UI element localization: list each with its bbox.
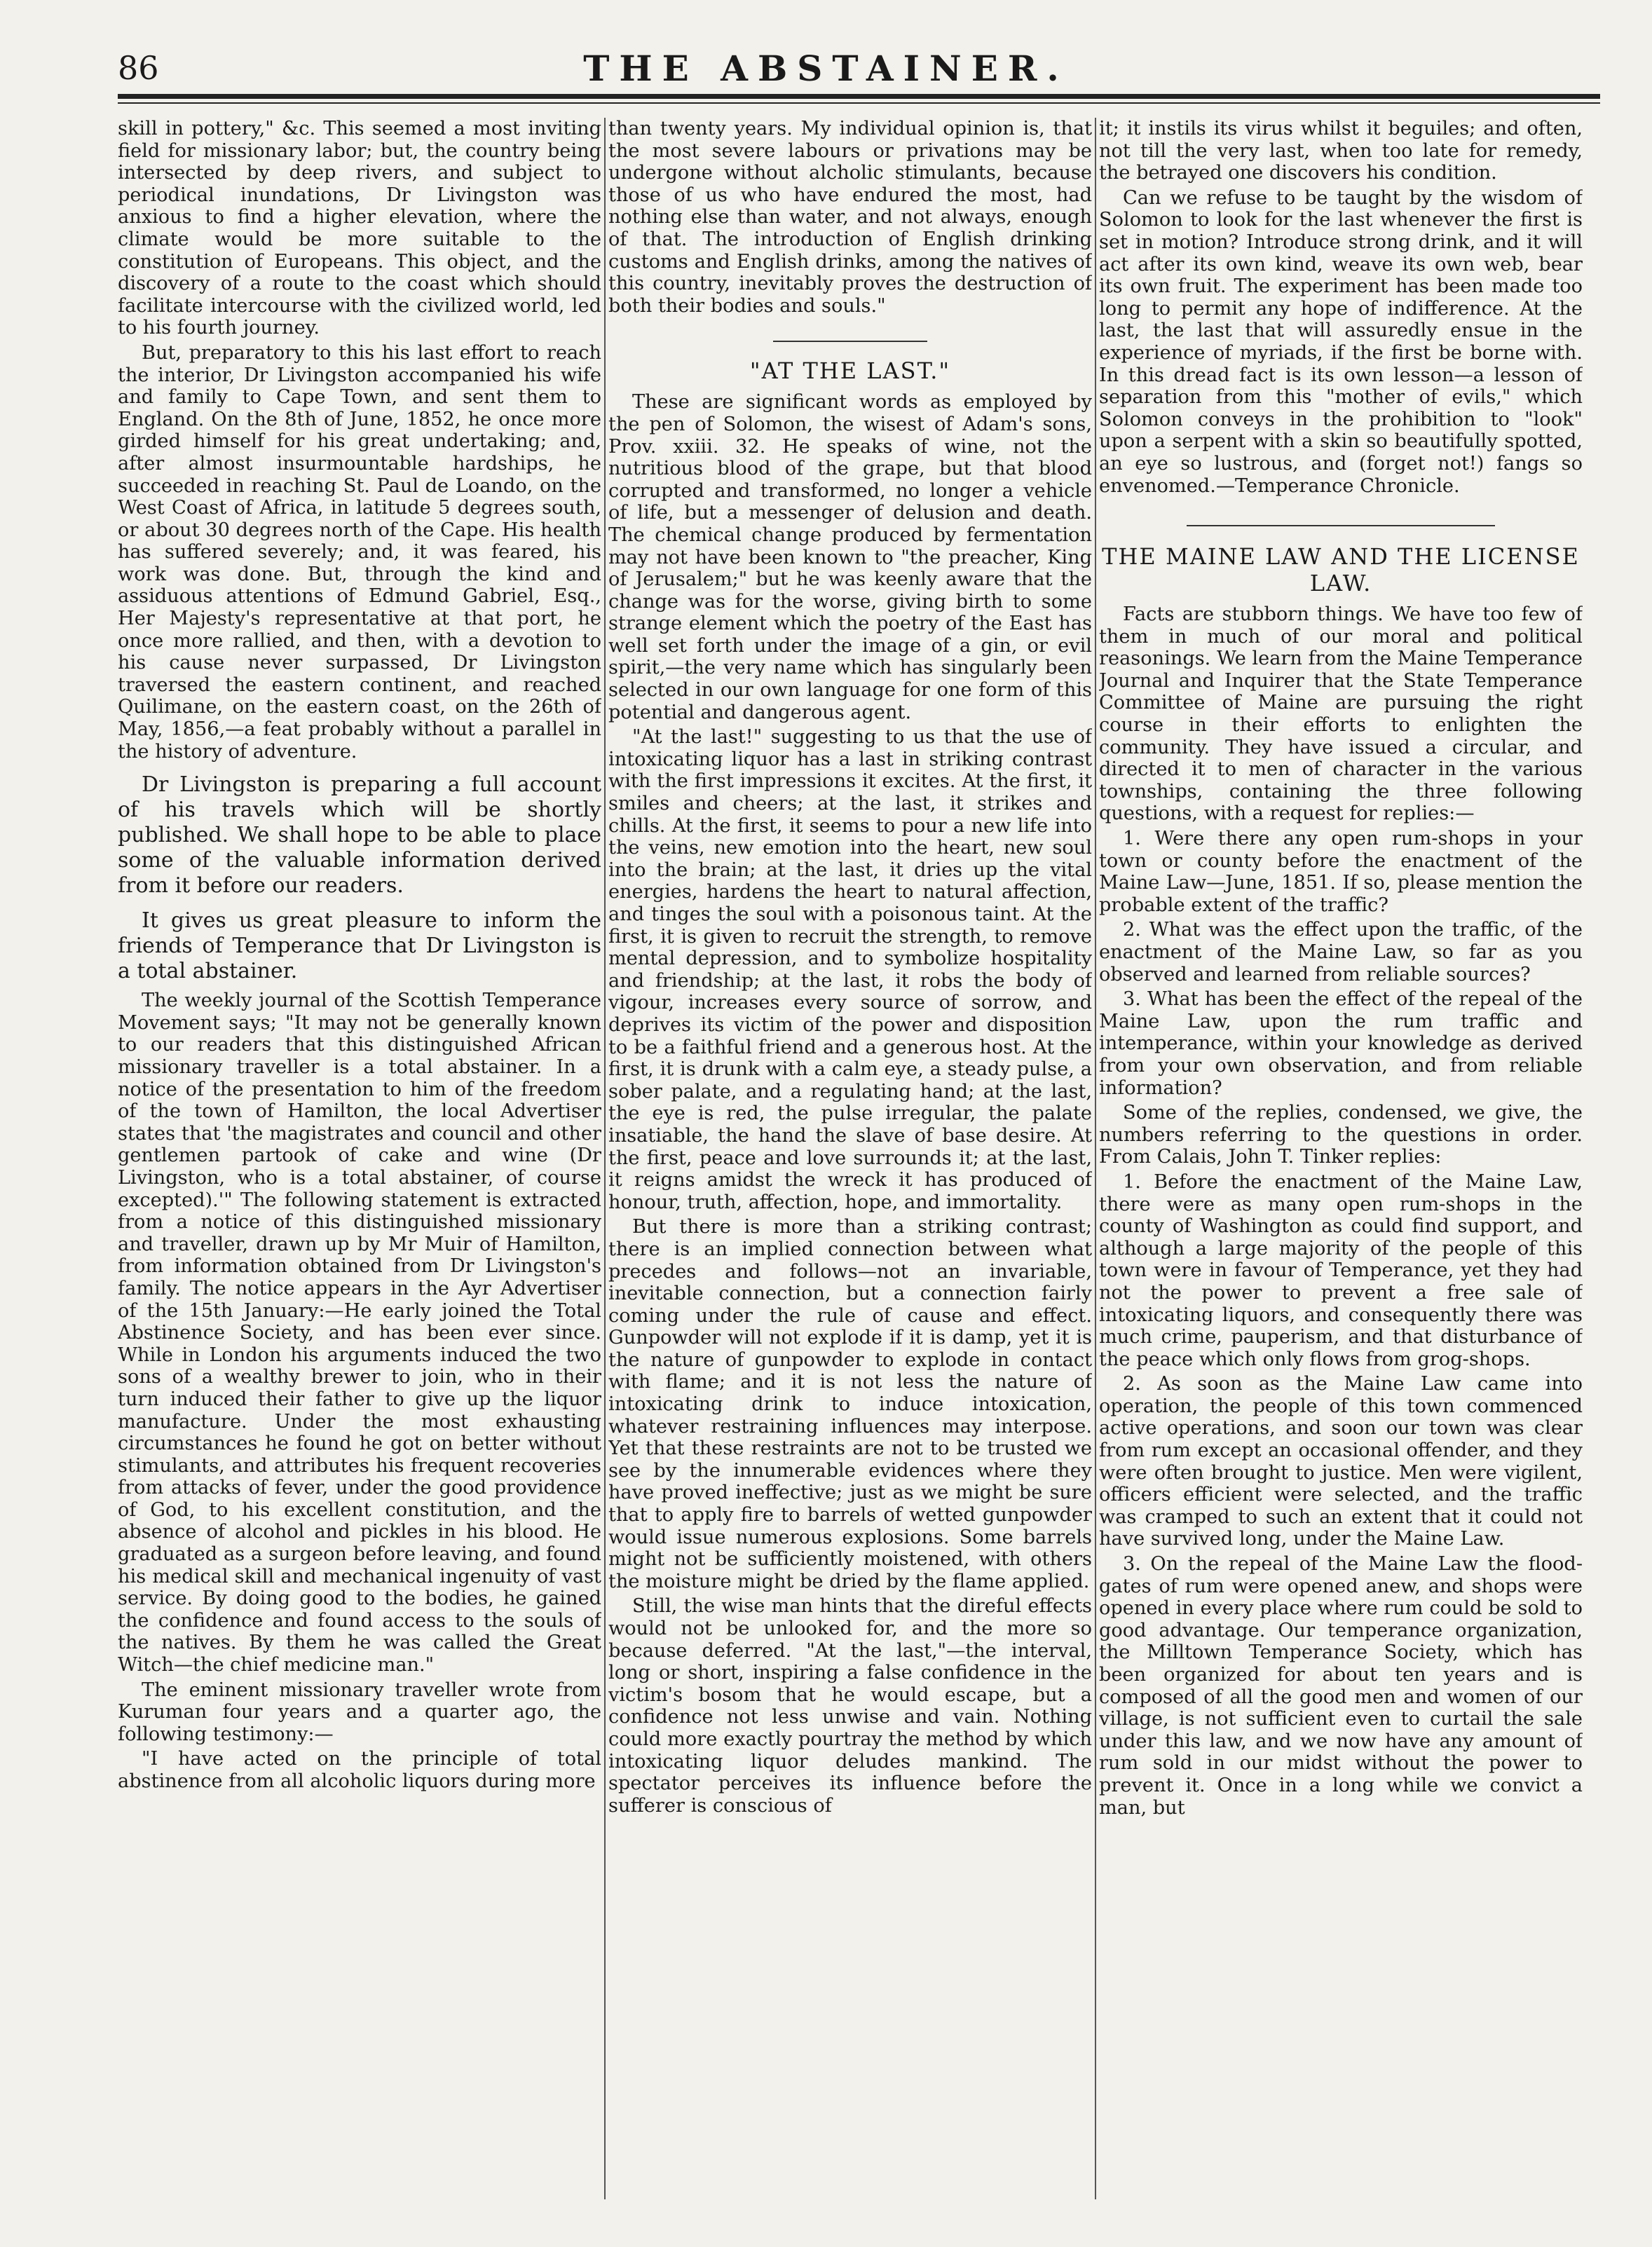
paragraph: "At the last!" suggesting to us that the use of intoxicating liquor has a last in striking contrast with the first impressions it excites. At the first, it smiles and cheers; at the last, it strikes and chills. At the first, it seems to pour a new life into the veins, new emotion into the heart, new soul into the brain; at the last, it dries up the vital energies, hardens the heart to natural affection, and tinges the soul with a poisonous taint. At the first, it is given to recruit the strength, to remove mental depression, and to symbolize hospitality and friendship; at the last, it robs the body of vigour, increases every source of sorrow, and deprives its victim of the power and disposition to be a faithful friend and a generous host. At the first, it is drunk with a calm eye, a steady pulse, a sober palate, and a regulating hand; at the last, the eye is red, the pulse irregular, the palate insatiable, the hand the slave of base desire. At the first, peace and love surrounds it; at the last, it reigns amidst the wreck it has produced of honour, truth, affection, hope, and immortality. [608, 726, 1092, 1213]
paragraph: Dr Livingston is preparing a full account of his travels which will be shortly published. We shall hope to be able to place some of the valuable information derived from it before our readers. [118, 772, 601, 899]
masthead-title: THE ABSTAINER. [583, 48, 1069, 89]
column-middle [608, 118, 1092, 2213]
section-separator [1187, 525, 1495, 526]
paragraph: Still, the wise man hints that the direful effects would not be unlooked for, and the more so because deferred. "At the last,"—the interval, long or short, inspiring a false confidence in the victim's bosom that he would escape, but a confidence not less unwise and vain. Nothing could more exactly pourtray the method by which intoxicating liquor deludes mankind. The spectator perceives its influence before the sufferer is conscious of [608, 1595, 1092, 1817]
article-heading: "AT THE LAST." [749, 357, 951, 385]
paragraph: Can we refuse to be taught by the wisdom of Solomon to look for the last whenever the first is set in motion? Introduce strong drink, and it will act after its own kind, weave its own web, bear its own fruit. The experiment has been made too long to permit any hope of indifference. At the last, the last that will assuredly ensue in the experience of myriads, if the first be borne with. In this dread fact is its own lesson—a lesson of separation from this "mother of evils," which Solomon conveys in the prohibition to "look" upon a serpent with a skin so beautifully spotted, an eye so lustrous, and (forget not!) fangs so envenomed.—Temperance Chronicle. [1099, 186, 1583, 497]
paragraph: than twenty years. My individual opinion is, that the most severe labours or privations may be undergone without alcholic stimulants, because those of us who have endured the most, had nothing else than water, and not always, enough of that. The introduction of English drinking customs and English drinks, among the natives of this country, inevitably proves the destruction of both their bodies and souls." [608, 118, 1092, 317]
column-divider [1095, 118, 1096, 2199]
paragraph: 1. Before the enactment of the Maine Law, there were as many open rum-shops in the county of Washington as could find support, and although a large majority of the people of this town were in favour of Temperance, yet they had not the power to prevent a free sale of intoxicating liquors, and consequently there was much crime, pauperism, and that disturbance of the peace which only flows from grog-shops. [1099, 1170, 1583, 1370]
paragraph: It gives us great pleasure to inform the friends of Temperance that Dr Livingston is a total abstainer. [118, 908, 601, 984]
column-right [1099, 118, 1583, 2213]
header-rule-thin [118, 102, 1600, 104]
column-left [118, 118, 601, 2213]
paragraph: Some of the replies, condensed, we give, the numbers referring to the questions in order. From Calais, John T. Tinker replies: [1099, 1102, 1583, 1168]
paragraph: 3. What has been the effect of the repeal of the Maine Law, upon the rum traffic and intemperance, within your knowledge as derived from your own observation, and from reliable information? [1099, 988, 1583, 1099]
paragraph: Facts are stubborn things. We have too few of them in much of our moral and political reasonings. We learn from the Maine Temperance Journal and Inquirer that the State Temperance Committee of Maine are pursuing the right course in their efforts to enlighten the community. They have issued a circular, and directed it to men of character in the various townships, containing the three following questions, with a request for replies:— [1099, 603, 1583, 825]
paragraph: But, preparatory to this his last effort to reach the interior, Dr Livingston accompanied his wife and family to Cape Town, and sent them to England. On the 8th of June, 1852, he once more girded himself for his great undertaking; and, after almost insurmountable hardships, he succeeded in reaching St. Paul de Loando, on the West Coast of Africa, in latitude 5 degrees south, or about 30 degrees north of the Cape. His health has suffered severely; and, it was feared, his work was done. But, through the kind and assiduous attentions of Edmund Gabriel, Esq., Her Majesty's representative at that port, he once more rallied, and then, with a devotion to his cause never surpassed, Dr Livingston traversed the eastern continent, and reached Quilimane, on the eastern coast, on the 26th of May, 1856,—a feat probably without a parallel in the history of adventure. [118, 341, 601, 763]
paragraph: These are significant words as employed by the pen of Solomon, the wisest of Adam's sons, Prov. xxiii. 32. He speaks of wine, not the nutritious blood of the grape, but that blood corrupted and transformed, no longer a vehicle of life, but a messenger of delusion and death. The chemical change produced by fermentation may not have been known to "the preacher, King of Jerusalem;" but he was keenly aware that the change was for the worse, giving birth to some strange element which the poetry of the East has well set forth under the image of a gin, or evil spirit,—the very name which has singularly been selected in our own language for one form of this potential and dangerous agent. [608, 391, 1092, 723]
paragraph: But there is more than a striking contrast; there is an implied connection between what precedes and follows—not an invariable, inevitable connection, but a connection fairly coming under the rule of cause and effect. Gunpowder will not explode if it is damp, yet it is the nature of gunpowder to explode in contact with flame; and it is not less the nature of intoxicating drink to induce intoxication, whatever restraining influences may interpose. Yet that these restraints are not to be trusted we see by the innumerable evidences where they have proved ineffective; just as we might be sure that to apply fire to barrels of wetted gunpowder would issue numerous explosions. Some barrels might not be sufficiently moistened, with others the moisture might be dried by the flame applied. [608, 1216, 1092, 1592]
paragraph: 1. Were there any open rum-shops in your town or county before the enactment of the Maine Law—June, 1851. If so, please mention the probable extent of the traffic? [1099, 828, 1583, 916]
column-divider [604, 118, 606, 2199]
paragraph: it; it instils its virus whilst it beguiles; and often, not till the very last, when too late for remedy, the betrayed one discovers his condition. [1099, 118, 1583, 184]
article-heading: THE MAINE LAW AND THE LICENSE LAW. [1102, 543, 1580, 597]
page-number: 86 [118, 49, 159, 87]
paragraph: 2. As soon as the Maine Law came into operation, the people of this town commenced active operations, and soon our town was clear from rum except an occasional offender, and they were often brought to justice. Men were vigilent, officers efficient were selected, and the traffic was cramped to such an extent that it could not have survived long, under the Maine Law. [1099, 1373, 1583, 1550]
paragraph: 2. What was the effect upon the traffic, of the enactment of the Maine Law, so far as you observed and learned from reliable sources? [1099, 919, 1583, 985]
header-rule-thick [118, 94, 1600, 99]
paragraph: The weekly journal of the Scottish Temperance Movement says; "It may not be generally known to our readers that this distinguished African missionary traveller is a total abstainer. In a notice of the presentation to him of the freedom of the town of Hamilton, the local Advertiser states that 'the magistrates and council and other gentlemen partook of cake and wine (Dr Livingston, who is a total abstainer, of course excepted).'" The following statement is extracted from a notice of this distinguished missionary and traveller, drawn up by Mr Muir of Hamilton, from information obtained from Dr Livingston's family. The notice appears in the Ayr Advertiser of the 15th January:—He early joined the Total Abstinence Society, and has been ever since. While in London his arguments induced the two sons of a wealthy brewer to join, who in their turn induced their father to give up the liquor manufacture. Under the most exhausting circumstances he found he got on better without stimulants, and attributes his frequent recoveries from attacks of fever, under the good providence of God, to his excellent constitution, and the absence of alcohol and pickles in his blood. He graduated as a surgeon before leaving, and found his medical skill and mechanical ingenuity of vast service. By doing good to the bodies, he gained the confidence and found access to the souls of the natives. By them he was called the Great Witch—the chief medicine man." [118, 990, 601, 1676]
paragraph: The eminent missionary traveller wrote from Kuruman four years and a quarter ago, the following testimony:— [118, 1679, 601, 1745]
paragraph: "I have acted on the principle of total abstinence from all alcoholic liquors during more [118, 1748, 601, 1792]
paragraph: skill in pottery," &c. This seemed a most inviting field for missionary labor; but, the country being intersected by deep rivers, and subject to periodical inundations, Dr Livingston was anxious to find a higher elevation, where the climate would be more suitable to the constitution of Europeans. This object, and the discovery of a route to the coast which should facilitate intercourse with the civilized world, led to his fourth journey. [118, 118, 601, 339]
paragraph: 3. On the repeal of the Maine Law the flood-gates of rum were opened anew, and shops were opened in every place where rum could be sold to good advantage. Our temperance organization, the Milltown Temperance Society, which has been organized for about ten years and is composed of all the good men and women of our village, is not sufficient even to curtail the sale under this law, and we now have any amount of rum sold in our midst without the power to prevent it. Once in a long while we convict a man, but [1099, 1553, 1583, 1819]
section-separator [773, 341, 927, 342]
